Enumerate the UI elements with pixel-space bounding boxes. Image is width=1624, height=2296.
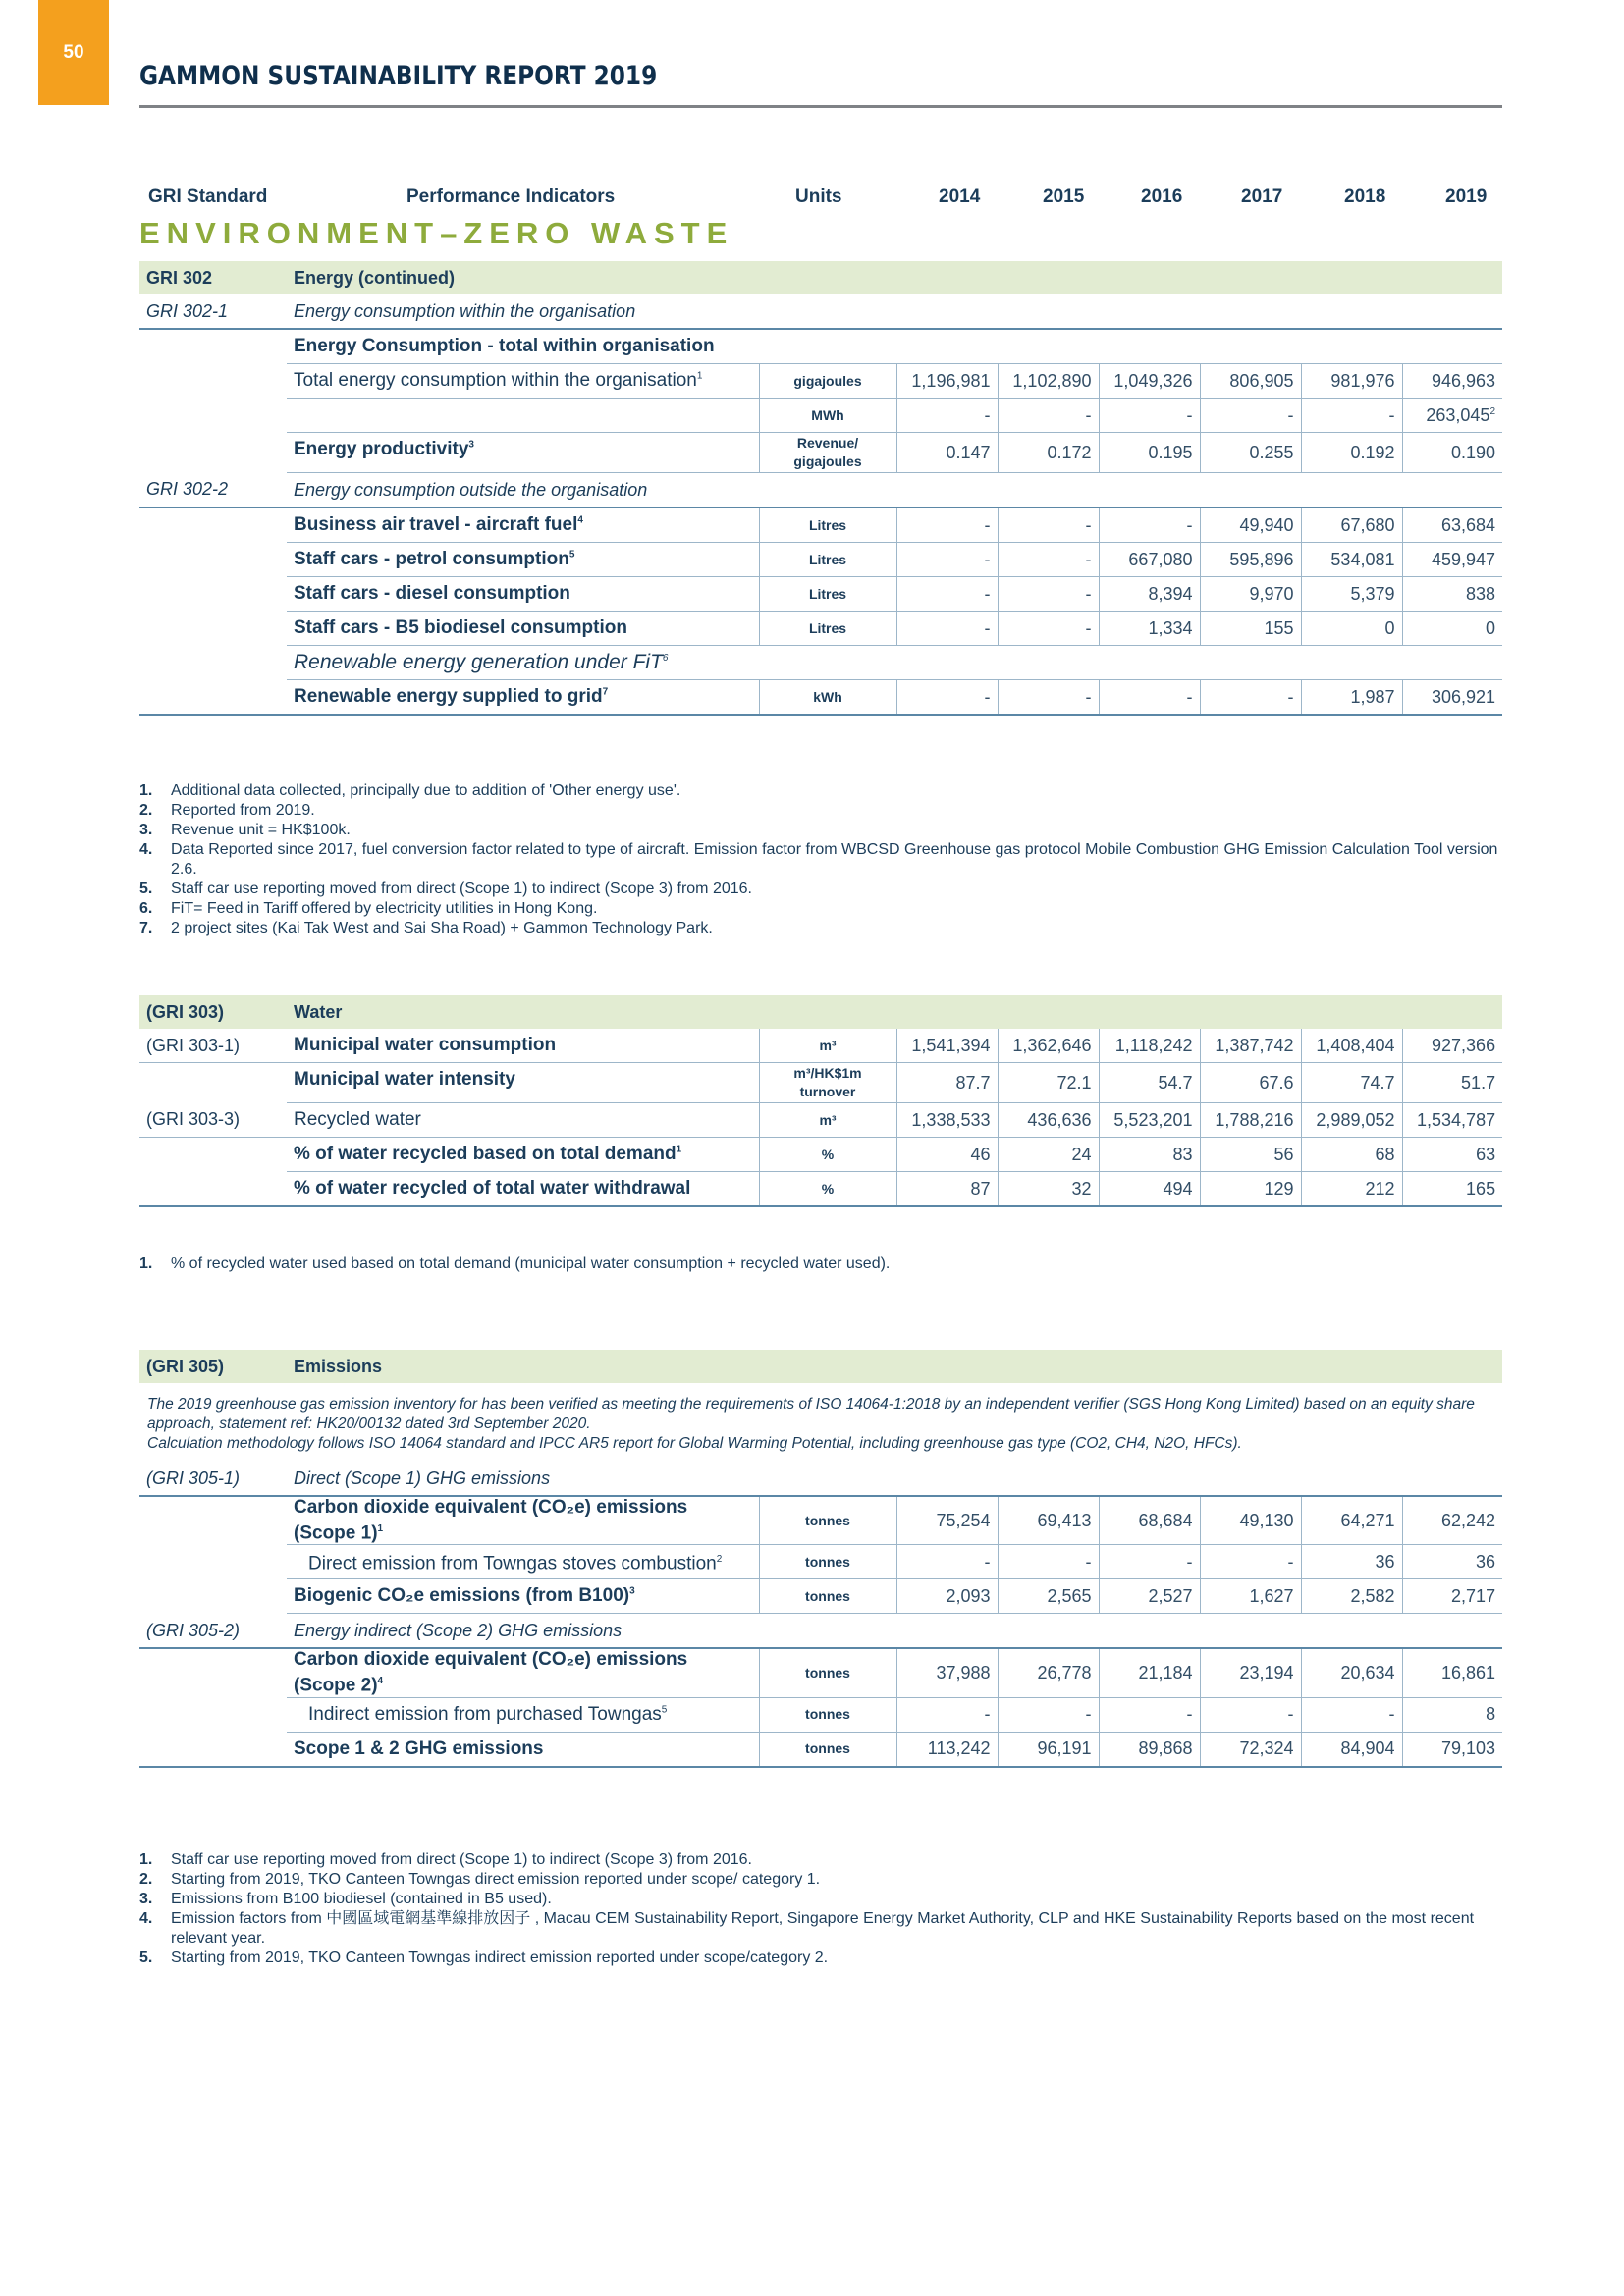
column-headers — [139, 185, 1502, 214]
value: 23,194 — [1200, 1648, 1301, 1697]
table-row: Biogenic CO₂e emissions (from B100)$^3$ tonnes 2,093 2,565 2,527 1,627 2,582 2,717 — [139, 1579, 1502, 1614]
indicator-label: Business air travel - aircraft fuel — [294, 514, 578, 535]
value: - — [1099, 399, 1200, 433]
table-row: Staff cars - petrol consumption$^5$ Litres - - 667,080 595,896 534,081 459,947 — [139, 543, 1502, 577]
value: 165 — [1402, 1172, 1502, 1207]
table-row — [139, 1063, 1502, 1103]
subhead-title: Energy indirect (Scope 2) GHG emissions — [287, 1614, 1502, 1649]
value: 72.1 — [998, 1063, 1099, 1103]
footnote: 4. Emission factors from 中國區域電網基準線排放因子 , Macau CEM Sustainability Report, Singapore Energy Market Authority, CLP and HKE Sustainability Reports based on the most recent relevant year. — [139, 1910, 1475, 1947]
value: 56 — [1200, 1138, 1301, 1172]
table-row: Indirect emission from purchased Towngas$^5$ tonnes - - - - - 8 — [139, 1697, 1502, 1732]
unit: kWh — [759, 680, 896, 716]
footnote: 1. Staff car use reporting moved from direct (Scope 1) to indirect (Scope 3) from 2016. — [139, 1851, 752, 1868]
value: 0 — [1301, 612, 1402, 646]
value: 84,904 — [1301, 1732, 1402, 1767]
value: 1,118,242 — [1099, 1029, 1200, 1063]
footnote: 1. Additional data collected, principally due to addition of 'Other energy use'. — [139, 782, 681, 799]
value: - — [1099, 507, 1200, 543]
value: - — [998, 612, 1099, 646]
unit: Litres — [759, 507, 896, 543]
emissions-notes — [139, 1850, 1502, 1968]
value: 68 — [1301, 1138, 1402, 1172]
value: 0.147 — [896, 433, 998, 473]
water-band — [139, 995, 1502, 1029]
col-year: 2017 — [1241, 187, 1283, 207]
unit: Litres — [759, 612, 896, 646]
indicator-label: Indirect emission from purchased Towngas — [308, 1703, 662, 1725]
value: 72,324 — [1200, 1732, 1301, 1767]
footnote: 2. Starting from 2019, TKO Canteen Towngas direct emission reported under scope/ category 1. — [139, 1871, 821, 1888]
gri-code: (GRI 303) — [139, 995, 287, 1029]
value: 8,394 — [1099, 577, 1200, 612]
emissions-subhead-305-1 — [139, 1462, 1502, 1496]
unit: % — [759, 1138, 896, 1172]
indicator-label: Scope 1 & 2 GHG emissions — [287, 1732, 759, 1767]
value: 49,130 — [1200, 1496, 1301, 1545]
energy-subhead-302-1 — [139, 294, 1502, 329]
table-row: MWh - - - - - 263,045$^2$ — [139, 399, 1502, 433]
value: 129 — [1200, 1172, 1301, 1207]
col-year: 2018 — [1344, 187, 1386, 207]
value: - — [896, 543, 998, 577]
footnote: 6. FiT= Feed in Tariff offered by electricity utilities in Hong Kong. — [139, 900, 598, 917]
value: - — [896, 399, 998, 433]
value: 1,408,404 — [1301, 1029, 1402, 1063]
gri-code: GRI 302-1 — [139, 294, 287, 329]
value: 1,541,394 — [896, 1029, 998, 1063]
value: - — [1200, 399, 1301, 433]
value: 2,565 — [998, 1579, 1099, 1614]
indicator-label: Biogenic CO₂e emissions (from B100) — [294, 1585, 630, 1607]
value: - — [998, 543, 1099, 577]
table-row: Carbon dioxide equivalent (CO₂e) emissions (Scope 1)$^1$ tonnes 75,254 69,413 68,684 49,130 64,271 62,242 — [139, 1496, 1502, 1545]
energy-band — [139, 261, 1502, 294]
value: 806,905 — [1200, 364, 1301, 399]
value: - — [1099, 1545, 1200, 1579]
emissions-band — [139, 1350, 1502, 1383]
value: 67,680 — [1301, 507, 1402, 543]
value: 595,896 — [1200, 543, 1301, 577]
footnote: 4. Data Reported since 2017, fuel conversion factor related to type of aircraft. Emission factor from WBCSD Greenhouse gas protocol Mobile Combustion GHG Emission Calculation Tool version 2.6. — [139, 841, 1498, 878]
value: 2,717 — [1402, 1579, 1502, 1614]
renewable-heading: Renewable energy generation under FiT — [294, 651, 663, 673]
col-performance-indicators: Performance Indicators — [406, 187, 616, 207]
value: 69,413 — [998, 1496, 1099, 1545]
indicator-label: Total energy consumption within the organisation — [294, 370, 697, 391]
value: - — [998, 1545, 1099, 1579]
footnote: 7. 2 project sites (Kai Tak West and Sai Sha Road) + Gammon Technology Park. — [139, 920, 713, 936]
value: 0.190 — [1402, 433, 1502, 473]
value: - — [998, 399, 1099, 433]
value: 9,970 — [1200, 577, 1301, 612]
value: 927,366 — [1402, 1029, 1502, 1063]
indicator-label: Energy productivity — [294, 439, 469, 459]
value: 49,940 — [1200, 507, 1301, 543]
group-label: Energy Consumption - total within organisation — [287, 329, 1502, 364]
subhead-title: Energy consumption outside the organisation — [287, 473, 1502, 508]
value: 1,334 — [1099, 612, 1200, 646]
emissions-table — [139, 1462, 1502, 1768]
value: - — [1200, 1545, 1301, 1579]
value: 24 — [998, 1138, 1099, 1172]
table-row: Business air travel - aircraft fuel$^4$ Litres - - - 49,940 67,680 63,684 — [139, 507, 1502, 543]
value: 306,921 — [1402, 680, 1502, 716]
indicator-label: Direct emission from Towngas stoves combustion — [308, 1553, 717, 1575]
col-year: 2015 — [1043, 187, 1085, 207]
value: 838 — [1402, 577, 1502, 612]
value: - — [998, 1697, 1099, 1732]
indicator-label: Municipal water intensity — [287, 1063, 759, 1103]
indicator-label: Renewable energy supplied to grid — [294, 686, 603, 707]
value: 62,242 — [1402, 1496, 1502, 1545]
unit: tonnes — [759, 1545, 896, 1579]
value: 26,778 — [998, 1648, 1099, 1697]
value: 1,049,326 — [1099, 364, 1200, 399]
value: - — [1200, 680, 1301, 716]
value: 1,196,981 — [896, 364, 998, 399]
indicator-label: % of water recycled based on total demand — [294, 1144, 677, 1164]
value: 46 — [896, 1138, 998, 1172]
table-row — [139, 612, 1502, 646]
value: 1,534,787 — [1402, 1103, 1502, 1138]
footnote: 2. Reported from 2019. — [139, 802, 315, 819]
energy-notes — [139, 781, 1502, 938]
value: 946,963 — [1402, 364, 1502, 399]
col-year: 2019 — [1445, 187, 1488, 207]
table-row: Renewable energy generation under FiT$^6$ — [139, 646, 1502, 680]
indicator-label: Carbon dioxide equivalent (CO₂e) emissions (Scope 2) — [294, 1649, 688, 1696]
value: 96,191 — [998, 1732, 1099, 1767]
band-title: Water — [287, 995, 1502, 1029]
value: 5,379 — [1301, 577, 1402, 612]
indicator-label — [287, 399, 759, 433]
indicator-label: Municipal water consumption — [287, 1029, 759, 1063]
unit: % — [759, 1172, 896, 1207]
value: - — [998, 577, 1099, 612]
indicator-label: Staff cars - petrol consumption — [294, 549, 569, 569]
table-row: Carbon dioxide equivalent (CO₂e) emissions (Scope 2)$^4$ tonnes 37,988 26,778 21,184 23,194 20,634 16,861 — [139, 1648, 1502, 1697]
col-year: 2016 — [1141, 187, 1183, 207]
value: 2,527 — [1099, 1579, 1200, 1614]
indicator-label: Staff cars - B5 biodiesel consumption — [287, 612, 759, 646]
value: 83 — [1099, 1138, 1200, 1172]
subhead-title: Energy consumption within the organisation — [287, 294, 1502, 329]
unit: MWh — [759, 399, 896, 433]
value: 68,684 — [1099, 1496, 1200, 1545]
unit: m³/HK$1m turnover — [759, 1063, 896, 1103]
col-units: Units — [795, 187, 842, 207]
footnote: 5. Staff car use reporting moved from direct (Scope 1) to indirect (Scope 3) from 2016. — [139, 881, 752, 897]
intro-paragraph: Calculation methodology follows ISO 14064 standard and IPCC AR5 report for Global Warming Potential, including greenhouse gas type (CO2, CH4, N2O, HFCs). — [147, 1435, 1242, 1452]
intro-paragraph: The 2019 greenhouse gas emission inventory for has been verified as meeting the requirements of ISO 14064-1:2018 by an independent verifier (SGS Hong Kong Limited) based on an equity share approach, statement ref: HK20/00132 dated 3rd September 2020. — [147, 1396, 1475, 1432]
gri-code: GRI 302 — [139, 261, 287, 294]
value: 79,103 — [1402, 1732, 1502, 1767]
value: 113,242 — [896, 1732, 998, 1767]
gri-code: GRI 302-2 — [139, 473, 287, 508]
value: - — [998, 680, 1099, 716]
unit: Litres — [759, 543, 896, 577]
value: - — [998, 507, 1099, 543]
unit: Litres — [759, 577, 896, 612]
value: 263,045 — [1426, 404, 1490, 425]
value: 0.195 — [1099, 433, 1200, 473]
report-title: GAMMON SUSTAINABILITY REPORT 2019 — [139, 61, 658, 91]
value: 63 — [1402, 1138, 1502, 1172]
page-number: 50 — [38, 0, 109, 105]
value: 1,362,646 — [998, 1029, 1099, 1063]
unit: m³ — [759, 1103, 896, 1138]
value: 0.172 — [998, 433, 1099, 473]
table-row — [139, 1029, 1502, 1063]
emissions-intro — [147, 1395, 1502, 1454]
value: 1,788,216 — [1200, 1103, 1301, 1138]
footnote: 1. % of recycled water used based on total demand (municipal water consumption + recycled water used). — [139, 1255, 891, 1272]
value: 0.255 — [1200, 433, 1301, 473]
value: 155 — [1200, 612, 1301, 646]
value: 74.7 — [1301, 1063, 1402, 1103]
energy-subhead-302-2 — [139, 473, 1502, 508]
title-rule — [139, 105, 1502, 108]
unit: tonnes — [759, 1648, 896, 1697]
value: - — [896, 680, 998, 716]
value: 2,582 — [1301, 1579, 1402, 1614]
value: 63,684 — [1402, 507, 1502, 543]
value: 1,102,890 — [998, 364, 1099, 399]
value: 2,989,052 — [1301, 1103, 1402, 1138]
indicator-label: Staff cars - diesel consumption — [287, 577, 759, 612]
energy-table — [139, 261, 1502, 716]
value: 16,861 — [1402, 1648, 1502, 1697]
value: 67.6 — [1200, 1063, 1301, 1103]
value: 0.192 — [1301, 433, 1402, 473]
gri-code: (GRI 303-3) — [139, 1103, 287, 1138]
table-row — [139, 329, 1502, 364]
table-row: % of water recycled based on total demand$^1$ % 46 24 83 56 68 63 — [139, 1138, 1502, 1172]
value: 212 — [1301, 1172, 1402, 1207]
value: 32 — [998, 1172, 1099, 1207]
value: - — [896, 612, 998, 646]
water-notes — [139, 1255, 1502, 1274]
value: 36 — [1402, 1545, 1502, 1579]
value: 981,976 — [1301, 364, 1402, 399]
indicator-label: % of water recycled of total water withdrawal — [287, 1172, 759, 1207]
value: 534,081 — [1301, 543, 1402, 577]
unit: m³ — [759, 1029, 896, 1063]
col-gri-standard: GRI Standard — [148, 187, 268, 207]
subhead-title: Direct (Scope 1) GHG emissions — [287, 1462, 1502, 1496]
unit: tonnes — [759, 1732, 896, 1767]
value: - — [1301, 399, 1402, 433]
value: 75,254 — [896, 1496, 998, 1545]
unit: tonnes — [759, 1579, 896, 1614]
unit: Revenue/ gigajoules — [759, 433, 896, 473]
value: 0 — [1402, 612, 1502, 646]
band-title: Energy (continued) — [287, 261, 1502, 294]
table-row — [139, 577, 1502, 612]
table-row — [139, 1172, 1502, 1207]
value: 5,523,201 — [1099, 1103, 1200, 1138]
value: 89,868 — [1099, 1732, 1200, 1767]
table-row: Renewable energy supplied to grid$^7$ kWh - - - - 1,987 306,921 — [139, 680, 1502, 716]
value: - — [896, 507, 998, 543]
value: 21,184 — [1099, 1648, 1200, 1697]
value: 1,387,742 — [1200, 1029, 1301, 1063]
unit: tonnes — [759, 1496, 896, 1545]
value: 8 — [1402, 1697, 1502, 1732]
unit: gigajoules — [759, 364, 896, 399]
value: - — [1099, 1697, 1200, 1732]
footnote: 3. Revenue unit = HK$100k. — [139, 822, 351, 838]
gri-code: (GRI 305-1) — [139, 1462, 287, 1496]
unit: tonnes — [759, 1697, 896, 1732]
emissions-subhead-305-2 — [139, 1614, 1502, 1649]
col-year: 2014 — [939, 187, 981, 207]
table-row — [139, 1732, 1502, 1767]
gri-code: (GRI 305-2) — [139, 1614, 287, 1649]
value: 64,271 — [1301, 1496, 1402, 1545]
value: 87.7 — [896, 1063, 998, 1103]
water-table — [139, 995, 1502, 1207]
value: 1,338,533 — [896, 1103, 998, 1138]
value: - — [1099, 680, 1200, 716]
section-title: ENVIRONMENT–ZERO WASTE — [139, 216, 734, 250]
band-title: Emissions — [287, 1350, 1502, 1383]
gri-code: (GRI 305) — [139, 1350, 287, 1383]
value: - — [896, 1545, 998, 1579]
emissions-band-table — [139, 1350, 1502, 1383]
value: 37,988 — [896, 1648, 998, 1697]
table-row — [139, 1103, 1502, 1138]
value: 51.7 — [1402, 1063, 1502, 1103]
value: 1,627 — [1200, 1579, 1301, 1614]
table-row: Energy productivity$^3$ Revenue/ gigajoules 0.147 0.172 0.195 0.255 0.192 0.190 — [139, 433, 1502, 473]
footnote: 5. Starting from 2019, TKO Canteen Towngas indirect emission reported under scope/category 2. — [139, 1949, 829, 1966]
value: 1,987 — [1301, 680, 1402, 716]
table-row: Total energy consumption within the organisation$^1$ gigajoules 1,196,981 1,102,890 1,049,326 806,905 981,976 946,963 — [139, 364, 1502, 399]
indicator-label: Recycled water — [287, 1103, 759, 1138]
value: - — [1200, 1697, 1301, 1732]
footnote: 3. Emissions from B100 biodiesel (contained in B5 used). — [139, 1891, 552, 1907]
value: 494 — [1099, 1172, 1200, 1207]
value: 2,093 — [896, 1579, 998, 1614]
value: 436,636 — [998, 1103, 1099, 1138]
value: 459,947 — [1402, 543, 1502, 577]
value: - — [1301, 1697, 1402, 1732]
value: 87 — [896, 1172, 998, 1207]
indicator-label: Carbon dioxide equivalent (CO₂e) emissions (Scope 1) — [294, 1497, 688, 1544]
value: 36 — [1301, 1545, 1402, 1579]
gri-code: (GRI 303-1) — [139, 1029, 287, 1063]
table-row: Direct emission from Towngas stoves combustion$^2$ tonnes - - - - 36 36 — [139, 1545, 1502, 1579]
value: - — [896, 1697, 998, 1732]
value: - — [896, 577, 998, 612]
value: 667,080 — [1099, 543, 1200, 577]
value: 20,634 — [1301, 1648, 1402, 1697]
value: 54.7 — [1099, 1063, 1200, 1103]
